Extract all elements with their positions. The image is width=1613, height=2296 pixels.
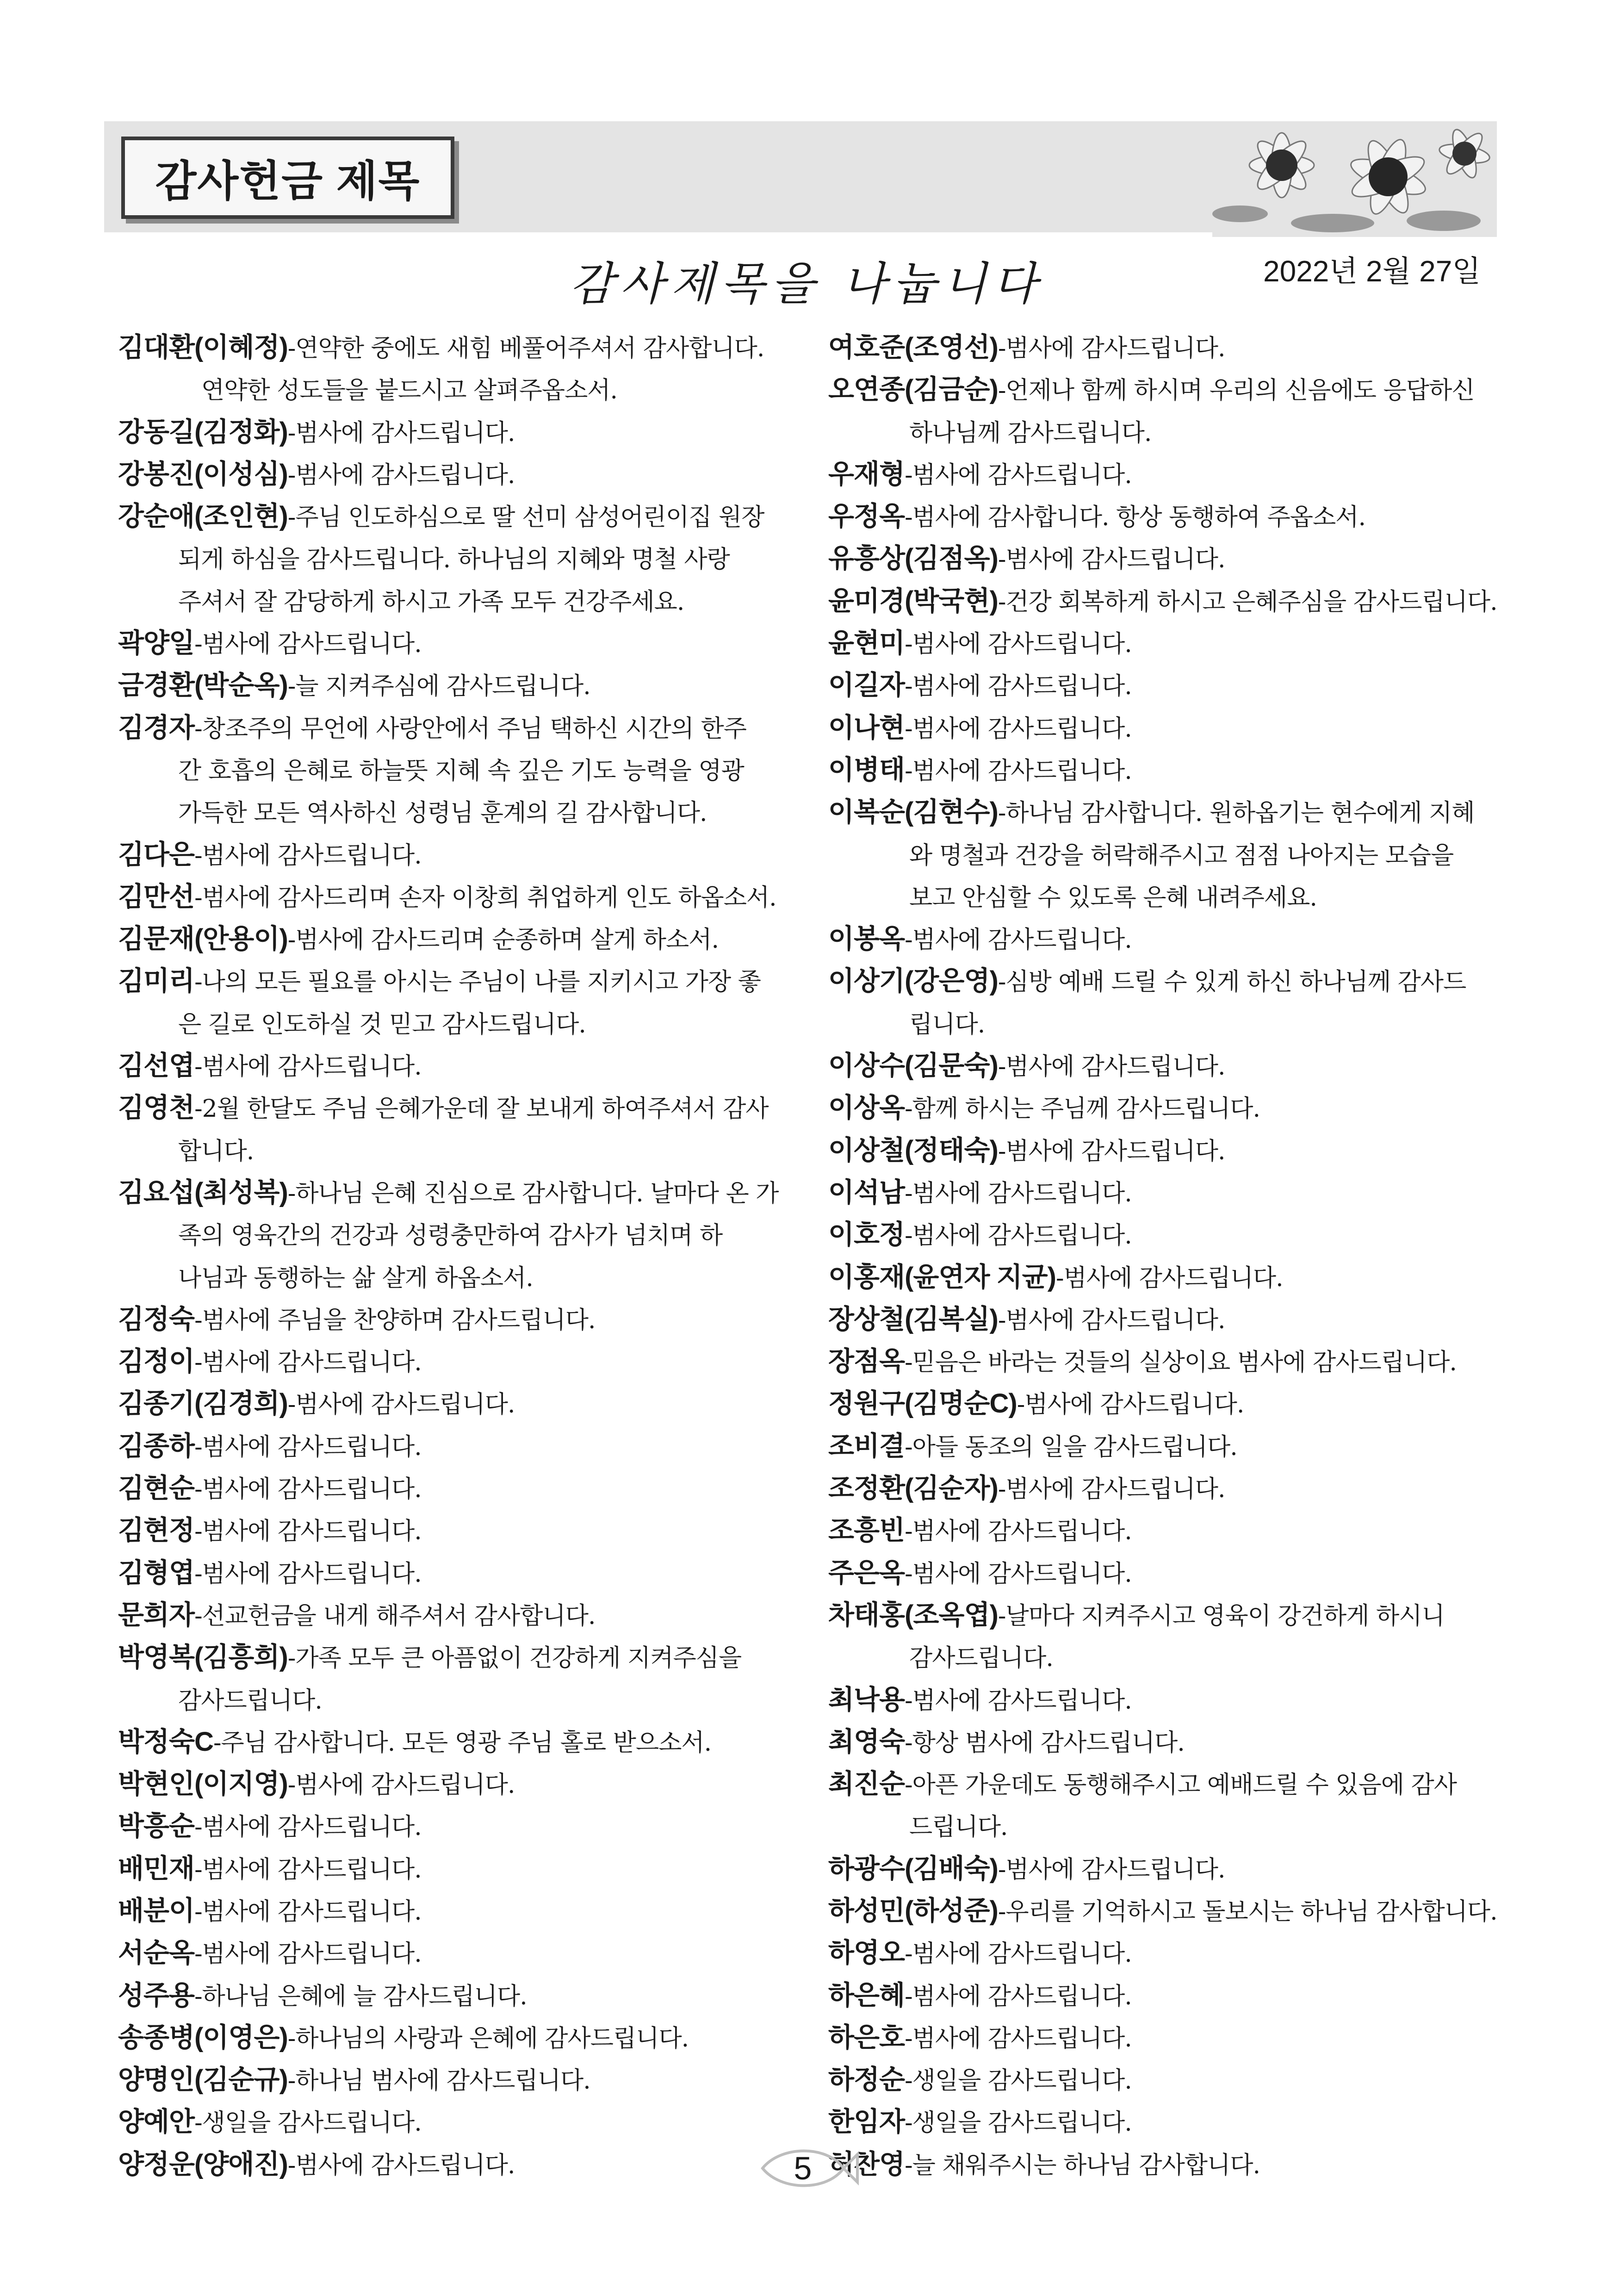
entry-line xyxy=(828,368,1508,411)
thanks-text: -범사에 감사드립니다. xyxy=(194,1475,422,1504)
continuation-line xyxy=(118,580,844,622)
donor-name: 김영천 xyxy=(118,1093,195,1123)
thanks-text: -범사에 감사드립니다. xyxy=(998,335,1225,362)
entry-line xyxy=(828,1932,1508,1974)
entry-line xyxy=(118,1721,844,1763)
thanks-text: 드립니다. xyxy=(909,1813,1008,1842)
thanks-text: -심방 예배 드릴 수 있게 하신 하나님께 감사드 xyxy=(998,968,1466,996)
entry-line xyxy=(828,1213,1508,1256)
entry-line xyxy=(828,453,1508,495)
entry-line xyxy=(828,707,1508,749)
entry-line xyxy=(828,1298,1508,1340)
thanks-text: 족의 영육간의 건강과 성령충만하여 감사가 넘치며 하 xyxy=(178,1222,723,1250)
thanks-text: -하나님 은혜 진심으로 감사합니다. 날마다 온 가 xyxy=(287,1179,779,1207)
entry-line xyxy=(118,1467,844,1509)
right-column xyxy=(828,326,1508,2185)
thanks-text: -하나님 범사에 감사드립니다. xyxy=(287,2067,590,2095)
entry-line xyxy=(828,1425,1508,1467)
donor-name: 장점옥 xyxy=(828,1346,905,1377)
thanks-text: -하나님 은혜에 늘 감사드립니다. xyxy=(194,1982,527,2010)
left-column xyxy=(118,326,844,2185)
entry-line xyxy=(118,1425,844,1467)
entry-line xyxy=(828,1129,1508,1171)
entry-line xyxy=(118,2016,844,2059)
thanks-text: -범사에 감사드립니다. xyxy=(905,1179,1132,1207)
entry-line xyxy=(828,918,1508,960)
donor-name: 한임자 xyxy=(828,2107,905,2137)
thanks-text: 간 호흡의 은혜로 하늘뜻 지혜 속 깊은 기도 능력을 영광 xyxy=(178,757,744,785)
thanks-text: -연약한 중에도 새힘 베풀어주셔서 감사합니다. xyxy=(287,335,764,362)
thanks-text: -범사에 감사드립니다. xyxy=(905,630,1132,659)
thanks-text: -생일을 감사드립니다. xyxy=(905,2067,1132,2095)
page-title: 감사헌금 제목 xyxy=(121,137,454,219)
donor-name: 김미리 xyxy=(118,966,195,996)
thanks-text: 감사드립니다. xyxy=(909,1644,1053,1673)
donor-name: 김경자 xyxy=(118,712,195,743)
thanks-text: -범사에 감사드립니다. xyxy=(194,1518,422,1546)
donor-name: 김종기(김경희) xyxy=(118,1388,288,1419)
entry-line xyxy=(828,1679,1508,1721)
donor-name: 이병태 xyxy=(828,754,905,785)
donor-name: 이상수(김문숙) xyxy=(828,1051,998,1081)
thanks-text: -범사에 감사드립니다. xyxy=(905,672,1132,701)
entry-line xyxy=(118,1848,844,1890)
entry-line xyxy=(118,834,844,876)
thanks-text: 되게 하심을 감사드립니다. 하나님의 지혜와 명철 사랑 xyxy=(178,546,730,574)
thanks-text: -범사에 감사드립니다. xyxy=(287,1391,515,1419)
thanks-text: -범사에 감사드립니다. xyxy=(905,757,1132,785)
entry-line xyxy=(118,326,844,368)
entry-line xyxy=(118,1509,844,1551)
donor-name: 김다은 xyxy=(118,839,195,870)
entry-line xyxy=(118,1594,844,1636)
thanks-text: -하나님 감사합니다. 원하옵기는 현수에게 지혜 xyxy=(998,799,1475,828)
donor-name: 이길자 xyxy=(828,670,905,701)
thanks-text: -날마다 지켜주시고 영육이 강건하게 하시니 xyxy=(998,1602,1445,1630)
thanks-text: -아들 동조의 일을 감사드립니다. xyxy=(905,1433,1237,1461)
thanks-text: 주셔서 잘 감당하게 하시고 가족 모두 건강주세요. xyxy=(178,588,684,616)
donor-name: 금경환(박순옥) xyxy=(118,670,288,701)
continuation-line xyxy=(118,749,844,791)
thanks-text: -선교헌금을 내게 해주셔서 감사합니다. xyxy=(194,1602,596,1630)
entry-line xyxy=(828,1087,1508,1129)
donor-name: 최진순 xyxy=(828,1769,905,1799)
donor-name: 이홍재(윤연자 지균) xyxy=(828,1262,1056,1292)
entry-line xyxy=(828,791,1508,833)
donor-name: 주은옥 xyxy=(828,1557,905,1588)
entry-line xyxy=(828,622,1508,664)
thanks-text: -2월 한달도 주님 은혜가운데 잘 보내게 하여주셔서 감사 xyxy=(194,1095,769,1123)
thanks-text: -범사에 감사드립니다. xyxy=(905,1982,1132,2010)
entry-line xyxy=(828,1171,1508,1213)
donor-name: 배분이 xyxy=(118,1895,195,1926)
thanks-text: -가족 모두 큰 아픔없이 건강하게 지켜주심을 xyxy=(287,1644,742,1673)
thanks-text: -범사에 감사드립니다. xyxy=(287,2151,515,2179)
thanks-text: -범사에 감사드립니다. xyxy=(998,1053,1225,1081)
donor-name: 이복순(김현수) xyxy=(828,797,998,828)
continuation-line xyxy=(118,368,844,411)
entry-line xyxy=(828,1045,1508,1087)
thanks-text: -범사에 감사드립니다. xyxy=(287,1771,515,1799)
thanks-text: -범사에 감사드립니다. xyxy=(998,1137,1225,1165)
donor-name: 윤미경(박국현) xyxy=(828,585,998,616)
section-subtitle: 감사제목을 나눕니다 xyxy=(570,258,1043,311)
entry-line xyxy=(828,960,1508,1002)
continuation-line xyxy=(828,834,1508,876)
thanks-text: -범사에 감사드립니다. xyxy=(194,1349,422,1377)
thanks-text: -범사에 감사드리며 손자 이창희 취업하게 인도 하옵소서. xyxy=(194,884,776,912)
thanks-text: -범사에 주님을 찬양하며 감사드립니다. xyxy=(194,1306,596,1334)
thanks-text: -주님 감사합니다. 모든 영광 주님 홀로 받으소서. xyxy=(213,1729,712,1757)
donor-name: 유흥상(김점옥) xyxy=(828,543,998,574)
donor-name: 최영숙 xyxy=(828,1726,905,1757)
donor-name: 여호준(조영선) xyxy=(828,332,998,362)
donor-name: 김만선 xyxy=(118,881,195,912)
donor-name: 김요섭(최성복) xyxy=(118,1177,288,1207)
thanks-text: -범사에 감사드립니다. xyxy=(905,1686,1132,1715)
donor-name: 하광수(김배숙) xyxy=(828,1853,998,1884)
continuation-line xyxy=(828,411,1508,453)
entry-line xyxy=(118,1087,844,1129)
entry-line xyxy=(828,1467,1508,1509)
entry-line xyxy=(828,2016,1508,2059)
entry-line xyxy=(118,1636,844,1678)
entry-line xyxy=(118,1298,844,1340)
entry-line xyxy=(828,1890,1508,1932)
thanks-text: -범사에 감사드립니다. xyxy=(194,630,422,659)
entry-line xyxy=(118,1552,844,1594)
thanks-text: -범사에 감사드립니다. xyxy=(905,926,1132,954)
entry-line xyxy=(828,664,1508,706)
entry-line xyxy=(828,749,1508,791)
donor-name: 강동길(김정화) xyxy=(118,417,288,447)
continuation-line xyxy=(118,1679,844,1721)
donor-name: 박영복(김흥희) xyxy=(118,1642,288,1673)
donor-name: 김형엽 xyxy=(118,1557,195,1588)
entry-line xyxy=(828,537,1508,579)
thanks-text: -늘 지켜주심에 감사드립니다. xyxy=(287,672,590,701)
thanks-text: 감사드립니다. xyxy=(178,1686,322,1715)
donor-name: 배민재 xyxy=(118,1853,195,1884)
donor-name: 강순애(조인현) xyxy=(118,501,288,532)
entry-line xyxy=(118,918,844,960)
continuation-line xyxy=(118,791,844,833)
thanks-text: -범사에 감사드립니다. xyxy=(905,1560,1132,1588)
entry-line xyxy=(118,495,844,537)
entry-line xyxy=(828,1382,1508,1425)
entry-line xyxy=(118,2101,844,2143)
entry-line xyxy=(118,1171,844,1213)
donor-name: 김현순 xyxy=(118,1473,195,1504)
entry-line xyxy=(828,1721,1508,1763)
donor-name: 하영오 xyxy=(828,1938,905,1968)
thanks-text: -범사에 감사드립니다. xyxy=(194,1813,422,1842)
donor-name: 이상기(강은영) xyxy=(828,966,998,996)
donor-name: 곽양일 xyxy=(118,628,195,659)
donor-name: 양명인(김순규) xyxy=(118,2065,288,2095)
thanks-text: -범사에 감사드립니다. xyxy=(905,1940,1132,1968)
thanks-text: -항상 범사에 감사드립니다. xyxy=(905,1729,1185,1757)
continuation-line xyxy=(828,1636,1508,1678)
donor-name: 이상옥 xyxy=(828,1093,905,1123)
entry-line xyxy=(118,1382,844,1425)
thanks-text: 나님과 동행하는 삶 살게 하옵소서. xyxy=(178,1264,533,1292)
donor-name: 김문재(안용이) xyxy=(118,924,288,954)
thanks-text: -언제나 함께 하시며 우리의 신음에도 응답하신 xyxy=(998,377,1475,405)
continuation-line xyxy=(118,1129,844,1171)
thanks-text: -주님 인도하심으로 딸 선미 삼성어린이집 원장 xyxy=(287,504,764,532)
thanks-text: -늘 채워주시는 하나님 감사합니다. xyxy=(905,2151,1260,2179)
entry-line xyxy=(828,2143,1508,2185)
thanks-text: -범사에 감사드립니다. xyxy=(998,1475,1225,1504)
donor-name: 김정숙 xyxy=(118,1304,195,1334)
entry-line xyxy=(828,2059,1508,2101)
donor-name: 허찬영 xyxy=(828,2149,905,2179)
continuation-line xyxy=(118,1002,844,1045)
entry-line xyxy=(828,1763,1508,1805)
donor-name: 문희자 xyxy=(118,1599,195,1630)
donor-name: 박정숙C xyxy=(118,1726,213,1757)
thanks-text: -생일을 감사드립니다. xyxy=(905,2109,1132,2137)
donor-name: 박흥순 xyxy=(118,1811,195,1842)
donor-name: 조흥빈 xyxy=(828,1515,905,1546)
thanks-text: -생일을 감사드립니다. xyxy=(194,2109,422,2137)
entry-line xyxy=(828,1974,1508,2016)
thanks-text: -믿음은 바라는 것들의 실상이요 범사에 감사드립니다. xyxy=(905,1349,1457,1377)
entry-line xyxy=(118,622,844,664)
thanks-text: -함께 하시는 주님께 감사드립니다. xyxy=(905,1095,1260,1123)
donor-name: 성주용 xyxy=(118,1980,195,2010)
date-label: 2022년 2월 27일 xyxy=(1263,255,1481,288)
sunflower-illustration xyxy=(1212,121,1497,237)
donor-name: 우정옥 xyxy=(828,501,905,532)
donor-name: 최낙용 xyxy=(828,1684,905,1715)
donor-name: 하은호 xyxy=(828,2022,905,2053)
thanks-text: 가득한 모든 역사하신 성령님 훈계의 길 감사합니다. xyxy=(178,799,707,828)
thanks-text: -범사에 감사합니다. 항상 동행하여 주옵소서. xyxy=(905,504,1366,532)
thanks-text: -범사에 감사드립니다. xyxy=(194,1560,422,1588)
continuation-line xyxy=(828,1805,1508,1847)
donor-name: 김선엽 xyxy=(118,1051,195,1081)
donor-name: 김대환(이혜정) xyxy=(118,332,288,362)
entry-line xyxy=(828,1594,1508,1636)
donor-name: 양정운(양애진) xyxy=(118,2149,288,2179)
donor-name: 김정이 xyxy=(118,1346,195,1377)
donor-name: 김현정 xyxy=(118,1515,195,1546)
donor-name: 오연종(김금순) xyxy=(828,374,998,405)
thanks-text: -우리를 기억하시고 돌보시는 하나님 감사합니다. xyxy=(998,1898,1497,1926)
entry-line xyxy=(828,1256,1508,1298)
thanks-text: 와 명철과 건강을 허락해주시고 점점 나아지는 모습을 xyxy=(909,841,1454,870)
donor-name: 하성민(하성준) xyxy=(828,1895,998,1926)
entry-line xyxy=(118,707,844,749)
thanks-text: -범사에 감사드립니다. xyxy=(194,1940,422,1968)
thanks-text: 하나님께 감사드립니다. xyxy=(909,419,1152,447)
entry-line xyxy=(118,453,844,495)
thanks-text: -아픈 가운데도 동행해주시고 예배드릴 수 있음에 감사 xyxy=(905,1771,1457,1799)
donor-name: 이호정 xyxy=(828,1220,905,1250)
entry-line xyxy=(118,1932,844,1974)
thanks-text: -범사에 감사드리며 순종하며 살게 하소서. xyxy=(287,926,719,954)
entry-line xyxy=(118,960,844,1002)
donor-name: 조비결 xyxy=(828,1431,905,1461)
entry-line xyxy=(118,1890,844,1932)
donor-name: 하은혜 xyxy=(828,1980,905,2010)
thanks-text: -범사에 감사드립니다. xyxy=(287,461,515,489)
thanks-text: -범사에 감사드립니다. xyxy=(194,1053,422,1081)
donor-name: 우재형 xyxy=(828,459,905,489)
continuation-line xyxy=(828,1002,1508,1045)
continuation-line xyxy=(118,1213,844,1256)
thanks-text: -하나님의 사랑과 은혜에 감사드립니다. xyxy=(287,2024,689,2053)
thanks-text: 립니다. xyxy=(909,1010,985,1039)
thanks-text: -범사에 감사드립니다. xyxy=(194,841,422,870)
entry-line xyxy=(118,2059,844,2101)
donor-name: 조정환(김순자) xyxy=(828,1473,998,1504)
thanks-text: 합니다. xyxy=(178,1137,254,1165)
entry-line xyxy=(118,1045,844,1087)
donor-name: 이나현 xyxy=(828,712,905,743)
page-number: 5 xyxy=(794,2150,812,2186)
donor-name: 양예안 xyxy=(118,2107,195,2137)
donor-name: 정원구(김명순C) xyxy=(828,1388,1017,1419)
thanks-text: -범사에 감사드립니다. xyxy=(998,1306,1225,1334)
donor-name: 윤현미 xyxy=(828,628,905,659)
donor-name: 이봉옥 xyxy=(828,924,905,954)
thanks-text: -범사에 감사드립니다. xyxy=(905,461,1132,489)
thanks-text: -범사에 감사드립니다. xyxy=(905,1222,1132,1250)
continuation-line xyxy=(118,537,844,579)
thanks-text: 은 길로 인도하실 것 믿고 감사드립니다. xyxy=(178,1010,586,1039)
entry-line xyxy=(118,664,844,706)
entry-line xyxy=(118,1805,844,1847)
thanks-text: -나의 모든 필요를 아시는 주님이 나를 지키시고 가장 좋 xyxy=(194,968,761,996)
thanks-text: -범사에 감사드립니다. xyxy=(998,546,1225,574)
thanks-text: 연약한 성도들을 붙드시고 살펴주옵소서. xyxy=(201,377,618,405)
entry-line xyxy=(828,1340,1508,1382)
thanks-text: -범사에 감사드립니다. xyxy=(998,1855,1225,1884)
entry-line xyxy=(828,580,1508,622)
thanks-text: -건강 회복하게 하시고 은혜주심을 감사드립니다. xyxy=(998,588,1497,616)
donor-name: 강봉진(이성심) xyxy=(118,459,288,489)
entry-line xyxy=(828,1552,1508,1594)
thanks-text: 보고 안심할 수 있도록 은혜 내려주세요. xyxy=(909,884,1317,912)
donor-name: 장상철(김복실) xyxy=(828,1304,998,1334)
thanks-text: -범사에 감사드립니다. xyxy=(905,2024,1132,2053)
continuation-line xyxy=(828,876,1508,918)
entry-line xyxy=(118,2143,844,2185)
entry-line xyxy=(828,326,1508,368)
thanks-text: -범사에 감사드립니다. xyxy=(194,1433,422,1461)
thanks-text: -범사에 감사드립니다. xyxy=(194,1898,422,1926)
entry-line xyxy=(828,495,1508,537)
entry-line xyxy=(118,1763,844,1805)
donor-name: 김종하 xyxy=(118,1431,195,1461)
entry-line xyxy=(828,1848,1508,1890)
entry-line xyxy=(118,876,844,918)
thanks-text: -범사에 감사드립니다. xyxy=(194,1855,422,1884)
donor-name: 서순옥 xyxy=(118,1938,195,1968)
entry-line xyxy=(828,2101,1508,2143)
entry-line xyxy=(828,1509,1508,1551)
thanks-text: -범사에 감사드립니다. xyxy=(905,715,1132,743)
continuation-line xyxy=(118,1256,844,1298)
donor-name: 이상철(정태숙) xyxy=(828,1135,998,1165)
donor-name: 이석남 xyxy=(828,1177,905,1207)
thanks-text: -창조주의 무언에 사랑안에서 주님 택하신 시간의 한주 xyxy=(194,715,746,743)
donor-name: 차태홍(조옥엽) xyxy=(828,1599,998,1630)
thanks-text: -범사에 감사드립니다. xyxy=(1017,1391,1244,1419)
donor-name: 송종병(이영은) xyxy=(118,2022,288,2053)
thanks-text: -범사에 감사드립니다. xyxy=(905,1518,1132,1546)
entry-line xyxy=(118,411,844,453)
thanks-text: -범사에 감사드립니다. xyxy=(287,419,515,447)
entry-line xyxy=(118,1340,844,1382)
thanks-text: -범사에 감사드립니다. xyxy=(1055,1264,1283,1292)
donor-name: 하정순 xyxy=(828,2065,905,2095)
donor-name: 박현인(이지영) xyxy=(118,1769,288,1799)
entry-line xyxy=(118,1974,844,2016)
